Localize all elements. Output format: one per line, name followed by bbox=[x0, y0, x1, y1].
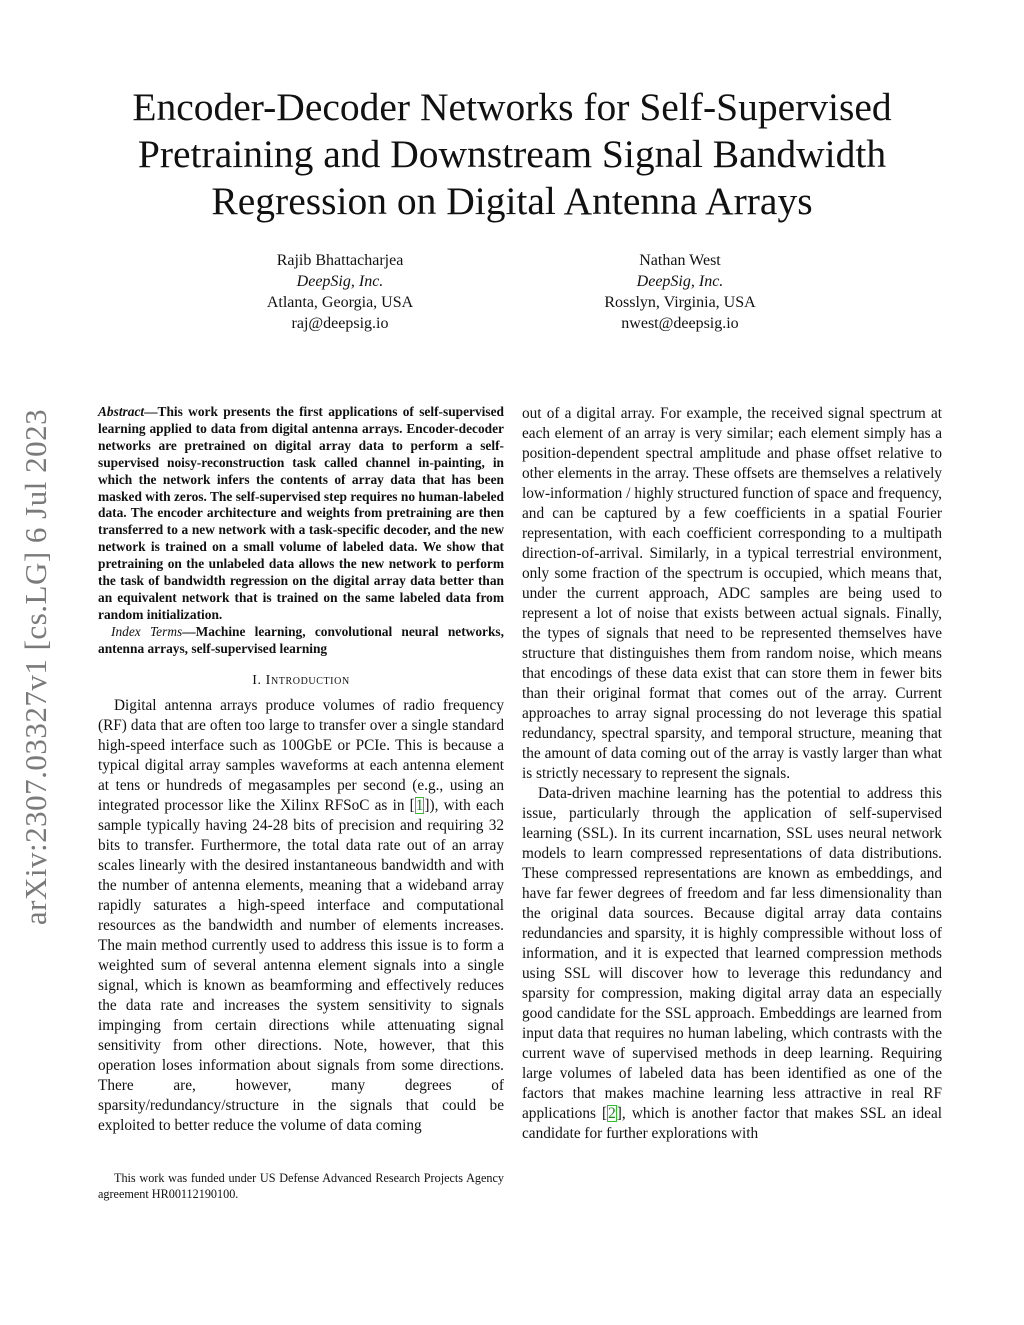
citation-link-2[interactable]: 2 bbox=[608, 1105, 616, 1122]
arxiv-identifier-stamp bbox=[6, 372, 66, 962]
intro-p1-text-a: Digital antenna arrays produce volumes of radio frequency (RF) data that are often too large to transfer over a single standard high-speed interface such as 100GbE or PCIe. This is because a typical digital array samples waveforms at each antenna element at tens or hundreds of megasamples per second (e.g., using an integrated processor like the Xilinx RFSoC as in [ bbox=[98, 696, 504, 814]
author-1 bbox=[170, 250, 510, 334]
intro-p1-text-b: ]), with each sample typically having 24-28 bits of precision and requiring 32 bits to transfer. Furthermore, the total data rate out of an array scales linearly with the desired instantaneous bandwidth and with the number of antenna elements, meaning that a wideband array rapidly saturates a high-speed interface and computational resources as the bandwidth and number of elements increases. The main method currently used to address this issue is to form a weighted sum of several antenna element signals into a single signal, which is known as beamforming and effectively reduces the data rate and increases the system sensitivity to signals impinging from certain directions while attenuating signal sensitivity from other directions. Note, however, that this operation loses information about signals from some directions. There are, however, many degrees of sparsity/redundancy/structure in the signals that could be exploited to better reduce the volume of data coming bbox=[98, 796, 504, 1134]
arxiv-id-text: arXiv:2307.03327v1 [cs.LG] 6 Jul 2023 bbox=[18, 408, 54, 926]
abstract bbox=[98, 404, 504, 624]
paper-title: Encoder-Decoder Networks for Self-Supervised Pretraining and Downstream Signal Bandwidth Regression on Digital Antenna Arrays bbox=[132, 85, 892, 223]
author-location: Atlanta, Georgia, USA bbox=[266, 294, 414, 311]
index-terms-label: Index Terms bbox=[111, 623, 183, 639]
intro-paragraph-1-continued: out of a digital array. For example, the received signal spectrum at each element of an array is very similar; each element simply has a position-dependent spectral amplitude and phase offset relative to other elements in the array. These offsets are themselves a relatively low-information / highly structured function of space and frequency, and can be captured by a few coefficients in a spatial Fourier representation, with each coefficient corresponding to a multipath direction-of-arrival. Similarly, in a typical terrestrial environment, only some fraction of the spectrum is occupied, which means that, under the current approach, ADC samples are being used to represent a lot of noise that exists between actual signals. Finally, the types of signals that need to be represented themselves have structure that distinguishes them from random noise, which means that encodings of these data exist that can store them in fewer bits than their original format that comes out of the array. Current approaches to array signal processing do not leverage this spatial redundancy, spectral sparsity, and temporal structure, meaning that the amount of data coming out of the array is vastly larger than what is strictly necessary to represent the signals. bbox=[522, 405, 942, 782]
author-email: nwest@deepsig.io bbox=[621, 315, 739, 332]
author-email: raj@deepsig.io bbox=[291, 315, 389, 332]
author-name: Nathan West bbox=[639, 252, 721, 269]
abstract-label: Abstract bbox=[98, 404, 145, 419]
right-column bbox=[522, 404, 942, 1144]
index-terms bbox=[98, 624, 504, 658]
citation-link-1[interactable]: 1 bbox=[415, 796, 424, 814]
funding-footnote: This work was funded under US Defense Advanced Research Projects Agency agreement HR00112190100. bbox=[98, 1171, 504, 1201]
intro-paragraph-2 bbox=[522, 784, 942, 1144]
author-location: Rosslyn, Virginia, USA bbox=[604, 294, 756, 311]
section-heading-introduction: I. Introduction bbox=[252, 672, 350, 688]
author-affiliation: DeepSig, Inc. bbox=[636, 273, 724, 290]
index-terms-text: —Machine learning, convolutional neural networks, antenna arrays, self-supervised learning bbox=[98, 623, 504, 656]
intro-p2-text-b: ], which is another factor that makes SSL an ideal candidate for further explorations with bbox=[522, 1105, 942, 1142]
intro-paragraph-1 bbox=[98, 696, 504, 1136]
author-affiliation: DeepSig, Inc. bbox=[296, 273, 384, 290]
intro-p2-text-a: Data-driven machine learning has the potential to address this issue, particularly through the application of self-supervised learning (SSL). In its current incarnation, SSL uses neural network models to learn compressed representations of data distributions. These compressed representations are known as embeddings, and have far fewer degrees of freedom and far less dimensionality than the original data sources. Because digital array data contains redundancies and sparsity, it is highly compressible without loss of information, and it is expected that learned compression methods using SSL will discover how to leverage this redundancy and sparsity for compression, making digital array data an especially good candidate for the SSL approach. Embeddings are learned from input data that requires no human labeling, which contrasts with the current wave of supervised methods in deep learning. Requiring large volumes of labeled data has been identified as one of the factors that makes machine learning less attractive in real RF applications [ bbox=[522, 785, 942, 1122]
left-column bbox=[98, 404, 504, 1136]
abstract-text: —This work presents the first applications of self-supervised learning applied to data from digital antenna arrays. Encoder-decoder networks are pretrained on digital array data to perform a self-supervised noisy-reconstruction task called channel in-painting, in which the network infers the contents of array data that has been masked with zeros. The self-supervised step requires no human-labeled data. The encoder architecture and weights from pretraining are then transferred to a new network with a task-specific decoder, and the new network is trained on a small volume of labeled data. We show that pretraining on the unlabeled data allows the new network to perform the task of bandwidth regression on the digital array data better than an equivalent network that is trained on the same labeled data from random initialization. bbox=[98, 404, 504, 622]
author-name: Rajib Bhattacharjea bbox=[276, 252, 404, 269]
author-2 bbox=[510, 250, 850, 334]
